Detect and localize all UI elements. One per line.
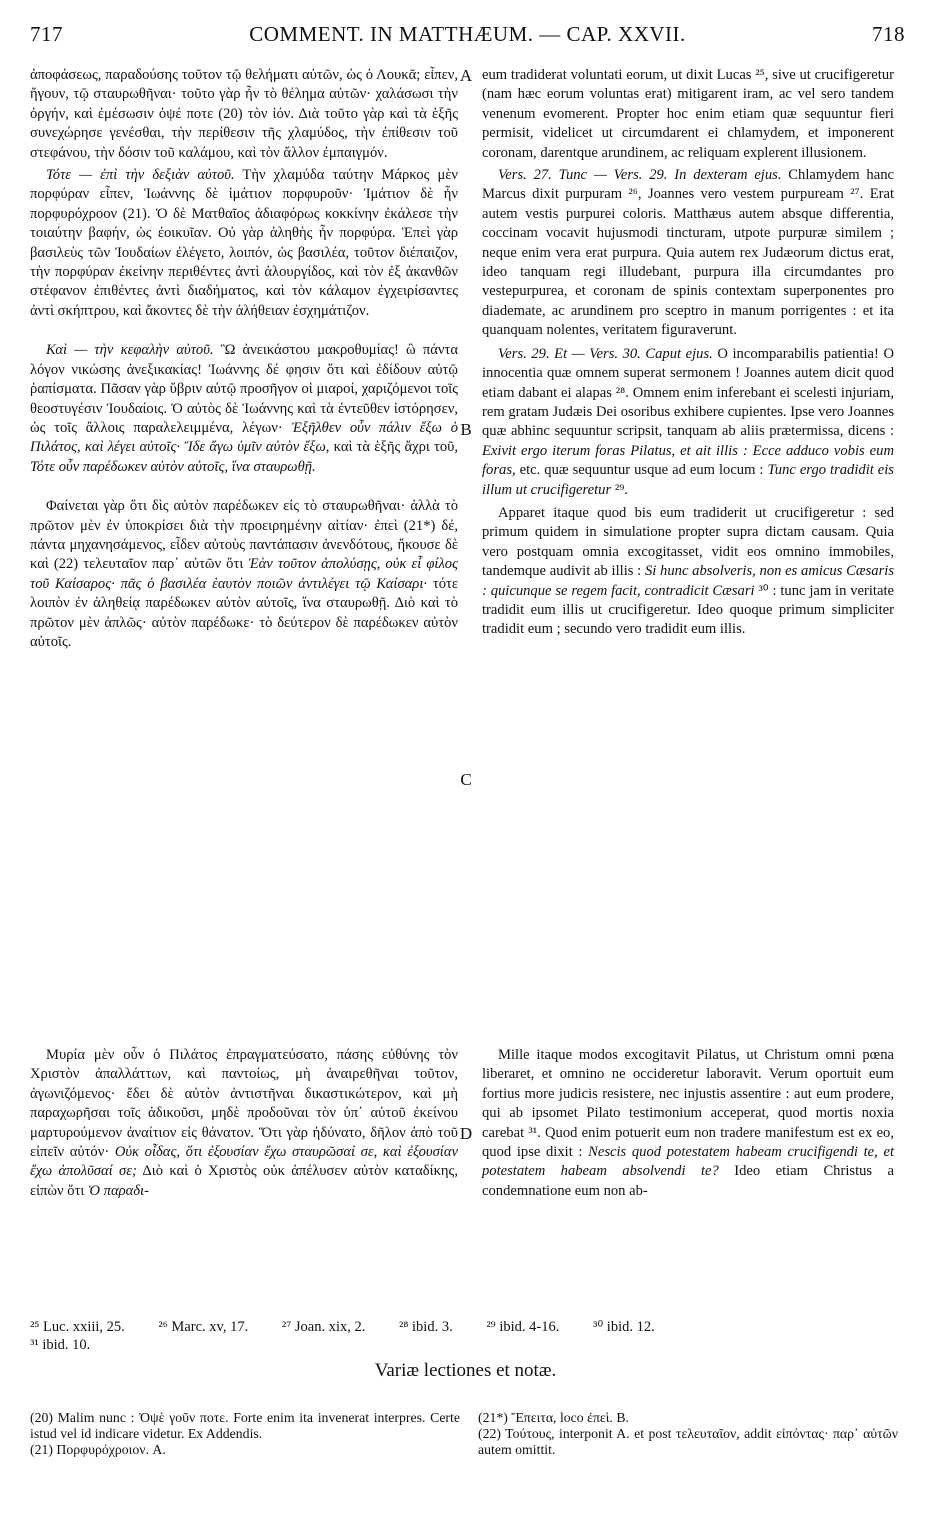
latin-text: O incomparabilis patientia! O innocentia quæ omnem superat sermonem ! Joannes autem dicit quod etiam dabant ei alapas ²⁸. Omnem enim inferebant ei scelesti injuriam, rem gratam Judæis Dei osoribus exhibere cupientes. Ipse vero Joannes quæ abhinc sequuntur scripsit, tanquam ab aliis prætermissa, dicens : (482, 345, 894, 440)
variant-text: (20) Malim nunc : Ὀψὲ γοῦν ποτε. Forte enim ita invenerat interpres. Certe istud vel id indicare videtur. (30, 1410, 460, 1441)
page-number-right: 718 (872, 22, 905, 46)
latin-text: Mille itaque modos excogitavit Pilatus, ut Christum omni pœna liberaret, et omnino ne occideretur laboravit. Verum oportuit eum fortius more judicis resistere, nec injustis assentire : aut eum prodere, qui ab ipsomet Pilato testimonium acceperat, quod mortis noxia carebat ³¹. Quod enim potuerit eum non tradere manifestum est ex eo, quod ipse dixit : (482, 1047, 894, 1161)
greek-paragraph (30, 497, 458, 652)
greek-column-bottom (30, 1046, 458, 1201)
variant-note: (21*) Ἔπειτα, loco ἐπεὶ. B. (478, 1410, 629, 1425)
footnote: ³⁰ ibid. 12. (593, 1319, 655, 1335)
greek-quote: Τότε οὖν παρέδωκεν αὐτὸν αὐτοῖς, ἵνα σταυρωθῇ. (30, 458, 316, 475)
latin-quote: Si hunc absolveris, non es amicus Cæsaris : quicunque se regem facit, contradicit Cæsari (482, 563, 894, 599)
latin-text: etc. quæ sequuntur usque ad eum locum : (515, 462, 768, 479)
latin-column-top (482, 66, 894, 640)
greek-paragraph (30, 341, 458, 477)
latin-text: ³⁰ : tunc jam in veritate tradidit eum illis ut crucifigeretur. Ideo quoque primum simpliciter tradidit eum ; secundo vero tradidit eum illis. (482, 582, 894, 638)
variant-note (30, 1410, 460, 1442)
greek-text: Ὢ ἀνεικάστου μακροθυμίας! ὢ πάντα λόγον νικώσης ἀνεξικακίας! Ἰωάννης δέ φησιν ὅτι καὶ ἐδίδουν αὐτῷ ῥαπίσματα. Πᾶσαν γὰρ ὕβριν αὐτῷ προσῆγον οἱ μιαροί, χαριζόμενοι τοῖς θεοστυγέσιν Ἰουδαίοις. Ὁ αὐτὸς δὲ Ἰωάννης καὶ τὰ ἐντεῦθεν ἱστόρησεν, ὡς τοῖς ἄλλοις παραλελειμμένα, λέγων· (30, 342, 459, 436)
variae-notes-left (30, 1410, 460, 1458)
latin-lemma: Vers. 29. Et — Vers. 30. Caput ejus. (498, 345, 713, 362)
latin-paragraph (482, 504, 894, 640)
greek-text: Διὸ καὶ ὁ Χριστὸς οὐκ ἀπέλυσεν αὐτὸν καταδίκης, εἰπὼν ὅτι (30, 1163, 458, 1199)
latin-quote: Exivit ergo iterum foras Pilatus, et ait illis : Ecce adduco vobis eum foras, (482, 442, 894, 479)
latin-column-bottom (482, 1046, 894, 1201)
greek-text: Φαίνεται γὰρ ὅτι δὶς αὐτὸν παρέδωκεν εἰς τὸ σταυρωθῆναι· ἀλλὰ τὸ πρῶτον μὲν ἐν ὑποκρίσει διὰ τὴν προειρημένην αἰτίαν· ἐπεὶ (21*) δέ, πάντα μηχανησάμενος, εἶδεν αὐτοὺς παντάπασιν ἀνενδότους, ἤκουσε δὲ καὶ (22) τελευταῖον παρ᾽ αὐτῶν ὅτι (30, 498, 458, 573)
greek-column-top (30, 66, 458, 652)
section-marker-c: C (460, 770, 472, 789)
reference-footnotes (30, 1318, 905, 1336)
greek-quote: Οὐκ οἶδας, ὅτι ἐξουσίαν ἔχω σταυρῶσαί σε, καὶ ἐξουσίαν ἔχω ἀπολῦσαί σε; (30, 1144, 458, 1180)
reference-footnotes-line-2 (30, 1336, 905, 1354)
variant-source: Ex Addendis. (187, 1426, 263, 1441)
latin-text: Chlamydem hanc Marcus dixit purpuram ²⁶, Joannes vero vestem purpuream ²⁷. Erat autem vestis purpurei coloris. Matthæus autem absque differentia, coccinam vocavit hujusmodi tincturam, utpote purpuræ similem ; neque enim vera erat purpura. Quia autem rex Judæorum dictus erat, ideo tanquam regi illudebant, purpura illa circumdantes pro vestepurpurea, et coronam de spinis contextam superponentes pro diademate, ac arundinem pro sceptro in manum porrigentes : et ita quanquam nolentes, veritatem figuraverunt. (482, 167, 894, 339)
latin-text: Apparet itaque quod bis eum tradiderit ut crucifigeretur : sed primum quidem in simulatione propter supra dictam causam. Quia vero postquam omnia excogitasset, vidit eos omnino immobiles, tandemque audivit ab illis : (482, 504, 894, 580)
latin-paragraph (482, 345, 894, 500)
greek-quote: Ἐξῆλθεν οὖν πάλιν ἔξω ὁ Πιλάτος, καὶ λέγει αὐτοῖς· Ἴδε ἄγω ὑμῖν αὐτὸν ἔξω, (30, 419, 458, 456)
greek-text: Τὴν χλαμύδα ταύτην Μάρκος μὲν πορφύραν εἶπεν, Ἰωάννης δὲ ἱμάτιον πορφυροῦν· Ἱμάτιον δὲ ἦν πορφυρόχροον (21). Ὁ δὲ Ματθαῖος ἀδιαφόρως κοκκίνην ἐκάλεσε τὴν τοιαύτην βαφήν, ὡς ἐοικυῖαν. Οὐ γὰρ ἀληθὴς ἦν πορφύρα. Ἐπεὶ γὰρ βασιλεὺς τῶν Ἰουδαίων ἐλέγετο, λοιπόν, ὡς βασιλέα, τοῦτον διέπαιζον, τὴν πορφύραν ἐκείνην περιθέντες ἀντὶ ἀλουργίδος, καὶ τὸν ἐξ ἀκανθῶν στέφανον ἐπιθέντες ἀντὶ διαδήματος, καὶ τὸν κάλαμον ἐγχειρίσαντες ἀντὶ σκήπτρου, καὶ ἄκοντες δὲ τὴν ἀλήθειαν ἐσχημάτιζον. (30, 167, 458, 319)
footnote: ²⁸ ibid. 3. (398, 1319, 453, 1335)
footnote: ²⁵ Luc. xxiii, 25. (30, 1319, 125, 1335)
latin-text: ²⁹. (611, 481, 628, 498)
section-marker-a: A (459, 66, 473, 85)
latin-lemma: Vers. 27. Tunc — Vers. 29. In dexteram ejus. (498, 167, 782, 184)
section-marker-b: B (460, 420, 472, 439)
footnote: ²⁹ ibid. 4-16. (486, 1319, 560, 1335)
running-header (30, 22, 905, 52)
greek-text: καὶ τὰ ἑξῆς ἄχρι τοῦ, (329, 439, 458, 456)
greek-paragraph (30, 166, 458, 321)
latin-quote: Nescis quod potestatem habeam crucifigendi te, et potestatem habeam absolvendi te? (482, 1144, 894, 1180)
running-title: COMMENT. IN MATTHÆUM. — CAP. XXVII. (249, 22, 686, 46)
page-number-left: 717 (30, 22, 63, 46)
footnote: ³¹ ibid. 10. (30, 1337, 91, 1353)
greek-paragraph (30, 1046, 458, 1201)
footnote: ²⁷ Joan. xix, 2. (281, 1319, 366, 1335)
greek-quote: Ὁ παραδι- (88, 1182, 149, 1199)
latin-paragraph (482, 166, 894, 341)
variae-heading: Variæ lectiones et notæ. (374, 1360, 557, 1381)
latin-text: Ideo etiam Christus a condemnatione eum non ab- (482, 1163, 895, 1199)
variant-note: (21) Πορφυρόχροιον. A. (30, 1442, 166, 1457)
greek-lemma: Τότε — ἐπὶ τὴν δεξιὰν αὐτοῦ. (46, 167, 235, 184)
latin-quote: Tunc ergo tradidit eis illum ut crucifigeretur (482, 462, 894, 498)
latin-paragraph: eum tradiderat voluntati eorum, ut dixit Lucas ²⁵, sive ut crucifigeretur (nam hæc eorum voluntas erat) mitigarent iram, ac vel sero tandem venenum evomerent. Propter hoc enim etiam quæ sequuntur fieri permisit, videlicet ut circumdarent ei chlamydem, et imponerent coronam, darentque arundinem, ac reliquam explerent illusionem. (482, 67, 894, 161)
variae-notes-right (478, 1410, 898, 1458)
latin-paragraph (482, 1046, 894, 1201)
section-marker-d: D (459, 1124, 473, 1143)
greek-text: Μυρία μὲν οὖν ὁ Πιλάτος ἐπραγματεύσατο, πάσης εὐθύνης τὸν Χριστὸν ἀπαλλάττων, καὶ παντοίως, μὴ ἀναιρεθῆναι τοῦτον, ἀγωνιζόμενος· ἔδει δὲ αὐτὸν ἀντιστῆναι δικαστικώτερον, καὶ μὴ παραχωρῆσαι τοῖς ἀδικοῦσι, μηδὲ προδοῦναι τὸν ὑπ᾽ αὐτοῦ ἐκείνου μαρτυρούμενον ἀναίτιον εἰς θάνατον. Ὅτι γὰρ ἠδύνατο, δῆλον ἀπὸ τοῦ εἰπεῖν αὐτόν· (30, 1047, 458, 1161)
greek-lemma: Καὶ — τὴν κεφαλὴν αὐτοῦ. (46, 342, 214, 359)
greek-quote: Ἐὰν τοῦτον ἀπολύσῃς, οὐκ εἶ φίλος τοῦ Καίσαρος· πᾶς ὁ βασιλέα ἑαυτὸν ποιῶν ἀντιλέγει τῷ Καίσαρι· (30, 556, 458, 592)
footnote: ²⁶ Marc. xv, 17. (158, 1319, 249, 1335)
greek-text: τότε λοιπὸν ἐν ἀληθείᾳ παρέδωκεν αὐτὸν αὐτοῖς, ἵνα σταυρωθῇ. Διὸ καὶ τὸ πρῶτον μὲν ἁπλῶς· αὐτὸν παρέδωκε· τὸ δεύτερον δὲ παρέδωκεν αὐτὸν αὐτοῖς. (30, 575, 458, 650)
greek-paragraph: ἀποφάσεως, παραδούσης τοῦτον τῷ θελήματι αὐτῶν, ὡς ὁ Λουκᾶ; εἶπεν, ἤγουν, τῷ σταυρωθῆναι· τοῦτο γὰρ ἦν τὸ θέλημα αὐτῶν· χαλάσωσι τὴν ὀργήν, καὶ ἐμέσωσιν ὀψέ ποτε (20) τὸν ἰόν. Διὰ τοῦτο γὰρ καὶ τὰ ἑξῆς συνεχώρησε γενέσθαι, τὴν περίθεσιν τῆς χλαμύδος, τὴν ἐπίθεσιν τοῦ στεφάνου, τὴν δόσιν τοῦ καλάμου, καὶ τὸν ἄλλον ἐμπαιγμόν. (30, 67, 458, 161)
variant-note: (22) Τούτους, interponit A. et post τελευταῖον, addit εἰπόντας· παρ᾽ αὐτῶν autem omittit. (478, 1426, 898, 1457)
